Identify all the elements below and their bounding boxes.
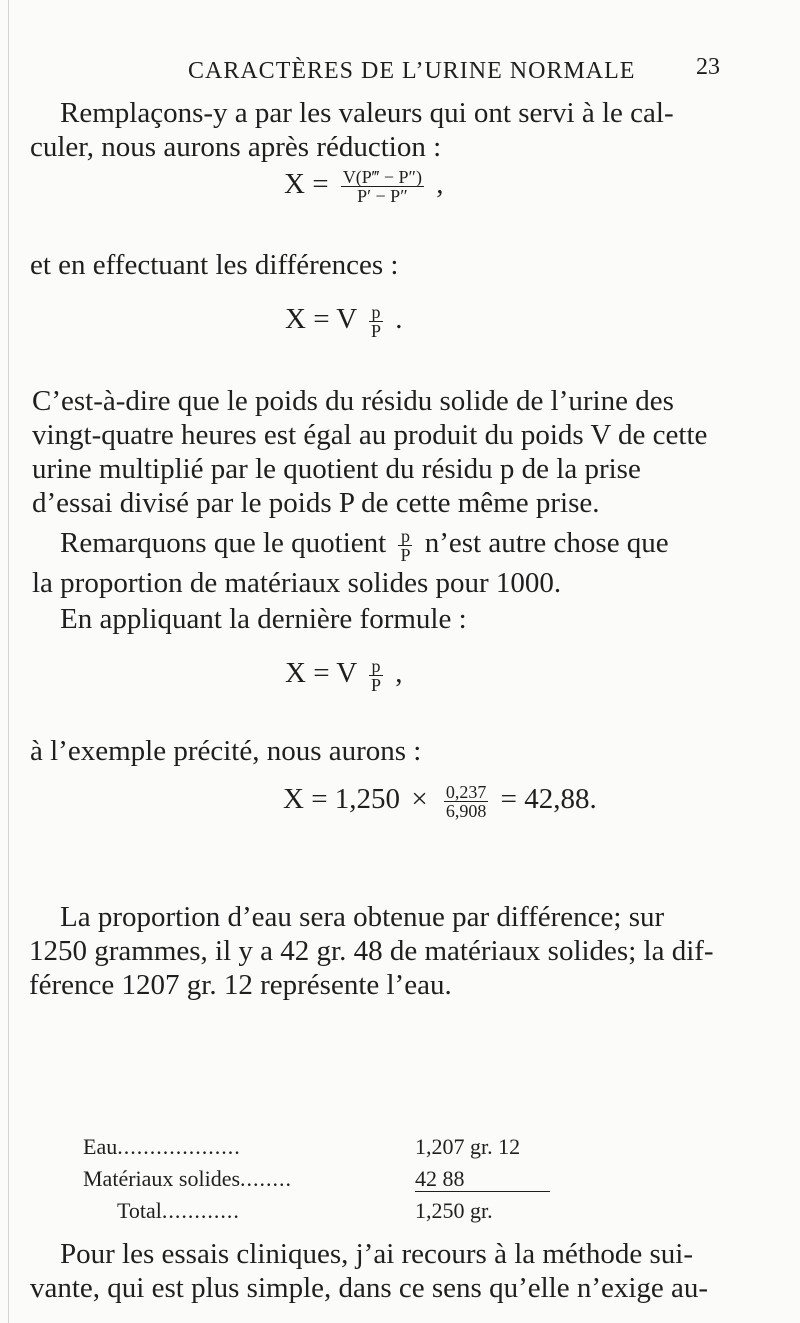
paragraph-line: C’est-à-dire que le poids du résidu solide de l’urine des: [32, 385, 674, 417]
paragraph-line: En appliquant la dernière formule :: [60, 603, 467, 635]
page-header: [60, 54, 720, 88]
table-label-text: Matériaux solides: [83, 1166, 241, 1191]
fraction-denominator: P: [400, 544, 411, 565]
quotient-fraction: [398, 527, 412, 564]
running-title: CARACTÈRES DE L’URINE NORMALE: [188, 58, 636, 84]
formula-result: = 42,88.: [500, 783, 597, 815]
table-label: [83, 1131, 241, 1163]
total-rule: [415, 1191, 550, 1192]
fraction: [369, 657, 383, 694]
table-label: [83, 1163, 292, 1195]
formula-reduced: [284, 167, 443, 205]
formula-lhs: X =: [284, 168, 329, 200]
table-value: 42 88: [415, 1166, 465, 1191]
fraction-denominator: P: [370, 674, 381, 695]
fraction-numerator: p: [400, 525, 410, 546]
paragraph-line: Pour les essais cliniques, j’ai recours à la méthode sui-: [60, 1238, 694, 1270]
fraction-denominator: 6,908: [445, 800, 487, 821]
paragraph-line: vante, qui est plus simple, dans ce sens qu’elle n’exige au-: [30, 1272, 709, 1304]
fraction-denominator: P: [370, 320, 381, 341]
example-fraction: [444, 783, 489, 820]
formula-final: [285, 656, 402, 694]
table-label-text: Eau: [83, 1134, 118, 1159]
formula-punctuation: .: [395, 303, 403, 335]
paragraph-line: férence 1207 gr. 12 représente l’eau.: [29, 969, 452, 1001]
table-row: [83, 1131, 643, 1163]
formula-punctuation: ,: [436, 168, 444, 200]
table-value: 1,207 gr. 12: [415, 1134, 521, 1159]
paragraph-line: La proportion d’eau sera obtenue par différence; sur: [60, 901, 665, 933]
fraction: [369, 303, 383, 340]
page-number: 23: [696, 54, 720, 80]
fraction-numerator: V(P‴ − P″): [342, 166, 422, 187]
composition-table: [83, 1131, 643, 1227]
table-row: [83, 1163, 643, 1195]
fraction-numerator: p: [371, 301, 381, 322]
table-value: 1,250 gr.: [415, 1198, 493, 1223]
formula-punctuation: ,: [395, 657, 403, 689]
paragraph-line-with-quotient: [60, 526, 669, 564]
table-row: [83, 1195, 643, 1227]
formula-lhs: X = V: [285, 303, 357, 335]
formula-lhs: X = 1,250: [283, 783, 401, 815]
table-label-text: Total: [117, 1198, 162, 1223]
table-label: [117, 1195, 240, 1227]
paragraph-line: à l’exemple précité, nous aurons :: [30, 735, 422, 767]
page-gutter-line: [8, 0, 9, 1323]
paragraph-line: et en effectuant les différences :: [30, 249, 399, 281]
fraction-denominator: P′ − P″: [341, 186, 424, 205]
paragraph-fragment: n’est autre chose que: [424, 527, 669, 559]
fraction-numerator: p: [371, 655, 381, 676]
paragraph-fragment: Remarquons que le quotient: [60, 527, 387, 559]
paragraph-line: la proportion de matériaux solides pour 1000.: [32, 567, 562, 599]
paragraph-line: vingt-quatre heures est égal au produit du poids V de cette: [32, 419, 708, 451]
formula-example: [283, 782, 597, 820]
fraction: [341, 168, 424, 205]
multiply-sign: ×: [411, 783, 428, 815]
leader-dots: ............: [161, 1198, 240, 1223]
paragraph-line: urine multiplié par le quotient du résidu p de la prise: [32, 453, 641, 485]
leader-dots: ........: [240, 1166, 293, 1191]
leader-dots: ...................: [117, 1134, 241, 1159]
fraction-numerator: 0,237: [445, 781, 487, 802]
paragraph-line: 1250 grammes, il y a 42 gr. 48 de matériaux solides; la dif-: [29, 935, 714, 967]
formula-lhs: X = V: [285, 657, 357, 689]
paragraph-line: Remplaçons-y a par les valeurs qui ont servi à le cal-: [60, 97, 674, 129]
formula-simplified: [285, 302, 402, 340]
paragraph-line: d’essai divisé par le poids P de cette même prise.: [32, 487, 600, 519]
paragraph-line: culer, nous aurons après réduction :: [30, 131, 442, 163]
